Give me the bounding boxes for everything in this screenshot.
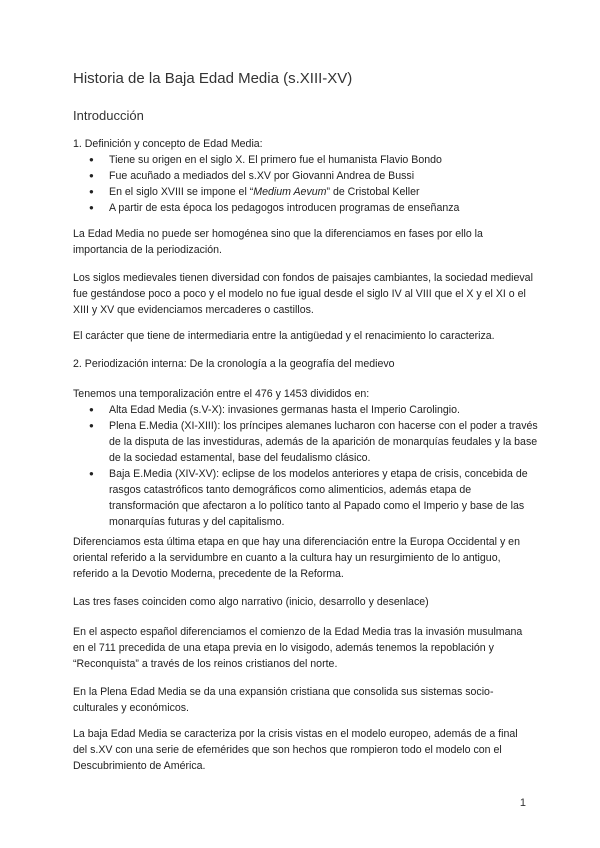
section-heading: Introducción <box>73 108 144 123</box>
paragraph: Tenemos una temporalización entre el 476 y 1453 divididos en: <box>73 388 370 400</box>
paragraph: La baja Edad Media se caracteriza por la crisis vistas en el modelo europeo, además de a final del s.XV con una serie de efemérides que son hechos que rompieron todo el modelo con el Descubrimiento de América. <box>73 728 518 772</box>
list-item: ● Fue acuñado a mediados del s.XV por Giovanni Andrea de Bussi <box>73 168 533 184</box>
page-number: 1 <box>519 797 526 809</box>
paragraph: Las tres fases coinciden como algo narrativo (inicio, desarrollo y desenlace) <box>73 596 429 608</box>
paragraph: En la Plena Edad Media se da una expansión cristiana que consolida sus sistemas socio-culturales y económicos. <box>73 686 494 714</box>
list-item: ● Baja E.Media (XIV-XV): eclipse de los modelos anteriores y etapa de crisis, concebida de rasgos catastróficos tanto demográficos como alimenticios, además etapa de transformación que afectaron a lo político tanto al Papado como el Imperio y base de las monarquías futuras y del capitalismo. <box>73 466 538 530</box>
paragraph: Diferenciamos esta última etapa en que hay una diferenciación entre la Europa Occidental y en oriental referido a la servidumbre en cuanto a la cultura hay un resurgimiento de lo antiguo, referido a la Devotio Moderna, precedente de la Reforma. <box>73 536 520 580</box>
list-item: ● A partir de esta época los pedagogos introducen programas de enseñanza <box>73 200 533 216</box>
list-item: ● Alta Edad Media (s.V-X): invasiones germanas hasta el Imperio Carolingio. <box>73 402 538 418</box>
s1-heading: 1. Definición y concepto de Edad Media: <box>73 138 263 150</box>
paragraph: Los siglos medievales tienen diversidad con fondos de paisajes cambiantes, la sociedad medieval fue gestándose poco a poco y el modelo no fue igual desde el siglo IV al VIII que el X y el XI o el XIII y XV que evidenciamos mercaderes o castillos. <box>73 272 533 316</box>
list-item-text: En el siglo XVIII se impone el “ <box>109 186 254 198</box>
list-item: ● Tiene su origen en el siglo X. El primero fue el humanista Flavio Bondo <box>73 152 533 168</box>
s2-heading: 2. Periodización interna: De la cronología a la geografía del medievo <box>73 358 395 370</box>
list-item-italic: Medium Aevum <box>253 186 327 198</box>
list-item <box>73 184 533 200</box>
list-item-text: ” de Cristobal Keller <box>326 186 420 198</box>
document-title: Historia de la Baja Edad Media (s.XIII-XV) <box>73 70 353 87</box>
paragraph: El carácter que tiene de intermediaria entre la antigüedad y el renacimiento lo caracteriza. <box>73 330 495 342</box>
s1-list <box>73 152 533 216</box>
list-item: ● Plena E.Media (XI-XIII): los príncipes alemanes lucharon con hacerse con el poder a través de la disputa de las investiduras, además de la aparición de monarquías feudales y la base de la sociedad estamental, base del feudalismo clásico. <box>73 418 538 466</box>
paragraph: La Edad Media no puede ser homogénea sino que la diferenciamos en fases por ello la importancia de la periodización. <box>73 228 483 256</box>
paragraph: En el aspecto español diferenciamos el comienzo de la Edad Media tras la invasión musulmana en el 711 precedida de una etapa previa en lo visigodo, además tenemos la repoblación y “Reconquista” a través de los reinos cristianos del norte. <box>73 626 523 670</box>
s2-list <box>73 402 538 530</box>
